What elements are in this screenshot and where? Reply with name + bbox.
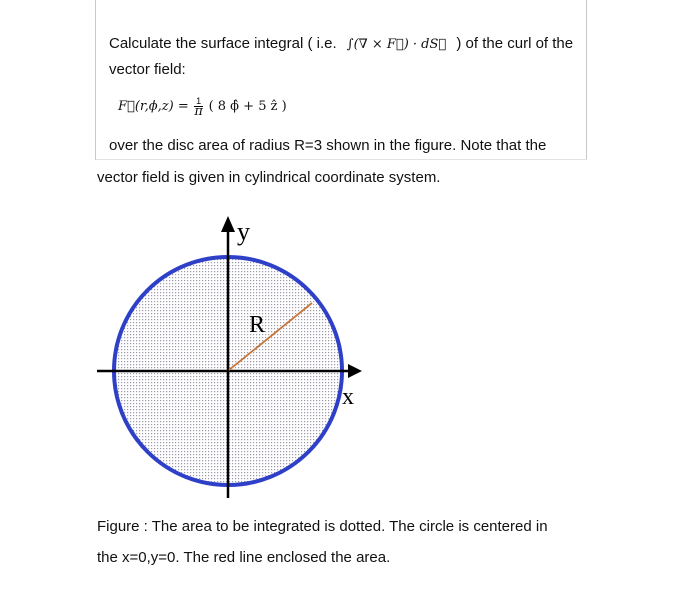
problem-line-3: over the disc area of radius R=3 shown in the figure. Note that the xyxy=(109,137,547,154)
problem-line-1-suffix: ) of the curl of the xyxy=(456,35,574,52)
figure-caption-line-2: the x=0,y=0. The red line enclosed the area. xyxy=(97,549,391,566)
field-lhs: F⃗(r,ϕ,z) = xyxy=(118,99,189,114)
integral-expression: ∫(∇ × F⃗) · dS⃗ xyxy=(346,37,447,52)
radius-label: R xyxy=(249,312,266,338)
y-axis-arrow xyxy=(221,216,235,232)
field-fraction-numerator: 1 xyxy=(196,96,202,107)
x-axis-arrow xyxy=(348,364,362,378)
problem-line-2: vector field: xyxy=(109,61,186,78)
problem-line-4: vector field is given in cylindrical coordinate system. xyxy=(97,169,441,186)
figure-caption-line-1: Figure : The area to be integrated is dotted. The circle is centered in xyxy=(97,518,548,535)
field-rhs: ( 8 ϕ̂ + 5 ẑ ) xyxy=(208,99,287,114)
field-fraction-denominator: π xyxy=(194,104,203,120)
x-axis-label: x xyxy=(342,384,354,410)
y-axis-label: y xyxy=(237,217,250,246)
problem-line-1-prefix: Calculate the surface integral ( i.e. xyxy=(109,35,337,52)
